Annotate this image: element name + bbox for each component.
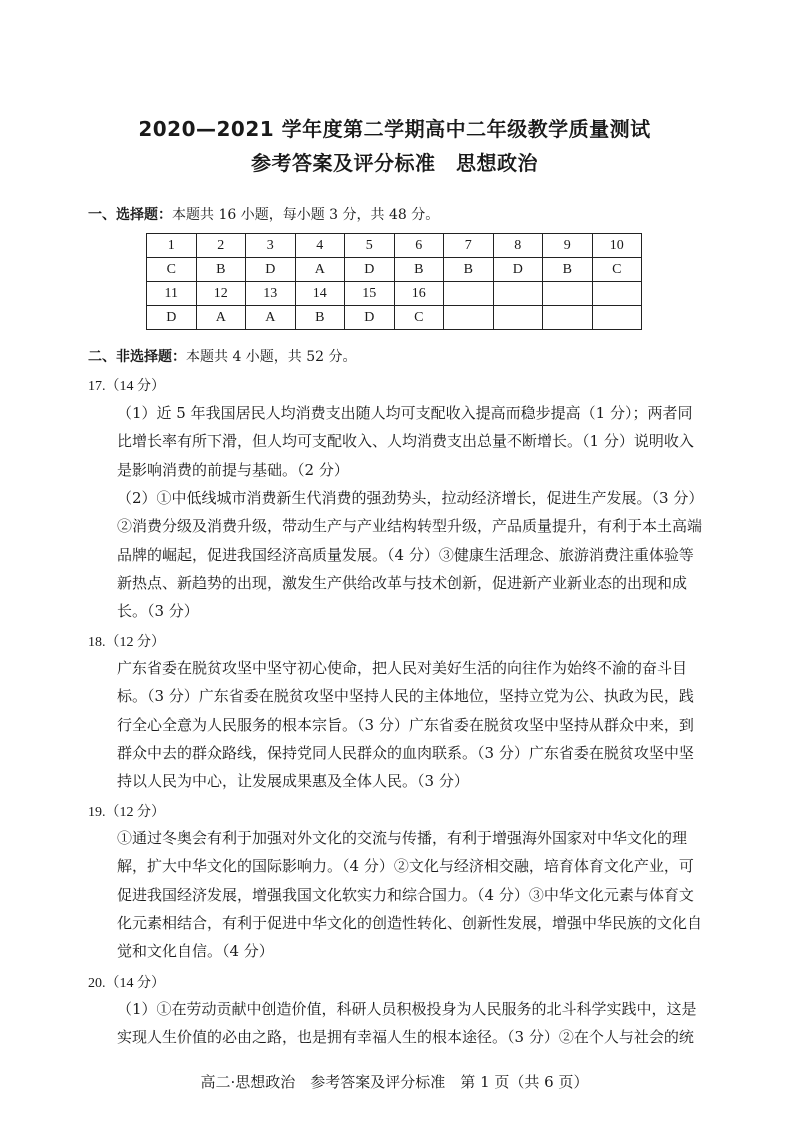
table-cell: A <box>295 258 345 282</box>
section-one-heading <box>88 204 439 224</box>
table-cell: B <box>394 258 444 282</box>
table-cell: B <box>543 258 593 282</box>
section-two-desc: 本题共 4 小题，共 52 分。 <box>186 349 357 365</box>
table-cell: D <box>147 306 197 330</box>
table-cell: A <box>196 306 246 330</box>
table-cell: B <box>444 258 494 282</box>
table-cell: 13 <box>246 282 296 306</box>
table-cell: A <box>246 306 296 330</box>
table-row <box>147 258 642 282</box>
table-cell: B <box>295 306 345 330</box>
question-20-part-1: （1）①在劳动贡献中创造价值，科研人员积极投身为人民服务的北斗科学实践中，这是实现人生价值的必由之路，也是拥有幸福人生的根本途径。（3 分）②在个人与社会的统 <box>117 1000 697 1047</box>
question-17-part-1: （1）近 5 年我国居民人均消费支出随人均可支配收入提高而稳步提高（1 分）；两者同比增长率有所下滑，但人均可支配收入、人均消费支出总量不断增长。（1 分）说明收入是影响消费的前提与基础。（2 分） <box>117 404 694 479</box>
table-cell: D <box>345 258 395 282</box>
table-cell: 2 <box>196 234 246 258</box>
question-20-header: 20.（14 分） <box>88 976 165 991</box>
table-cell: 7 <box>444 234 494 258</box>
table-cell <box>543 282 593 306</box>
answer-table <box>146 233 642 330</box>
table-cell: 8 <box>493 234 543 258</box>
table-cell <box>444 306 494 330</box>
document-title: 2020—2021 学年度第二学期高中二年级教学质量测试 <box>138 117 651 141</box>
table-cell: 11 <box>147 282 197 306</box>
table-cell: C <box>394 306 444 330</box>
table-cell <box>493 306 543 330</box>
question-18-header: 18.（12 分） <box>88 635 165 650</box>
table-cell: B <box>196 258 246 282</box>
table-cell: 4 <box>295 234 345 258</box>
question-17-part-2: （2）①中低线城市消费新生代消费的强劲势头，拉动经济增长，促进生产发展。（3 分）②消费分级及消费升级，带动生产与产业结构转型升级，产品质量提升，有利于本土高端品牌的崛起，促进我国经济高质量发展。（4 分）③健康生活理念、旅游消费注重体验等新热点、新趋势的出现，激发生产供给改革与技术创新，促进新产业新业态的出现和成长。（3 分） <box>117 489 704 621</box>
table-cell <box>493 282 543 306</box>
table-cell: 1 <box>147 234 197 258</box>
table-cell: D <box>246 258 296 282</box>
section-one-desc: 本题共 16 小题，每小题 3 分，共 48 分。 <box>172 207 440 223</box>
table-cell: 9 <box>543 234 593 258</box>
question-18-answer: 广东省委在脱贫攻坚中坚守初心使命，把人民对美好生活的向往作为始终不渝的奋斗目标。（3 分）广东省委在脱贫攻坚中坚持人民的主体地位，坚持立党为公、执政为民，践行全心全意为人民服务的根本宗旨。（3 分）广东省委在脱贫攻坚中坚持从群众中来，到群众中去的群众路线，保持党同人民群众的血肉联系。（3 分）广东省委在脱贫攻坚中坚持以人民为中心，让发展成果惠及全体人民。（3 分） <box>117 659 694 791</box>
table-cell: 3 <box>246 234 296 258</box>
table-cell <box>592 306 642 330</box>
table-cell: C <box>147 258 197 282</box>
table-cell: 14 <box>295 282 345 306</box>
table-cell: 16 <box>394 282 444 306</box>
table-cell <box>592 282 642 306</box>
section-two-label: 二、非选择题： <box>88 349 186 365</box>
question-19-header: 19.（12 分） <box>88 805 165 820</box>
question-17-header: 17.（14 分） <box>88 379 165 394</box>
table-cell: D <box>345 306 395 330</box>
table-cell: 6 <box>394 234 444 258</box>
section-one-label: 一、选择题： <box>88 207 172 223</box>
table-cell: 15 <box>345 282 395 306</box>
table-cell: C <box>592 258 642 282</box>
table-row <box>147 234 642 258</box>
table-cell <box>543 306 593 330</box>
table-row <box>147 306 642 330</box>
page-footer: 高二·思想政治 参考答案及评分标准 第 1 页（共 6 页） <box>200 1073 589 1091</box>
table-cell: D <box>493 258 543 282</box>
table-cell <box>444 282 494 306</box>
table-cell: 5 <box>345 234 395 258</box>
table-row <box>147 282 642 306</box>
section-two-heading <box>88 346 357 366</box>
table-cell: 10 <box>592 234 642 258</box>
question-19-answer: ①通过冬奥会有利于加强对外文化的交流与传播，有利于增强海外国家对中华文化的理解，扩大中华文化的国际影响力。（4 分）②文化与经济相交融，培育体育文化产业，可促进我国经济发展，增强我国文化软实力和综合国力。（4 分）③中华文化元素与体育文化元素相结合，有利于促进中华文化的创造性转化、创新性发展，增强中华民族的文化自觉和文化自信。（4 分） <box>117 829 703 961</box>
document-subtitle: 参考答案及评分标准 思想政治 <box>251 151 538 175</box>
table-cell: 12 <box>196 282 246 306</box>
